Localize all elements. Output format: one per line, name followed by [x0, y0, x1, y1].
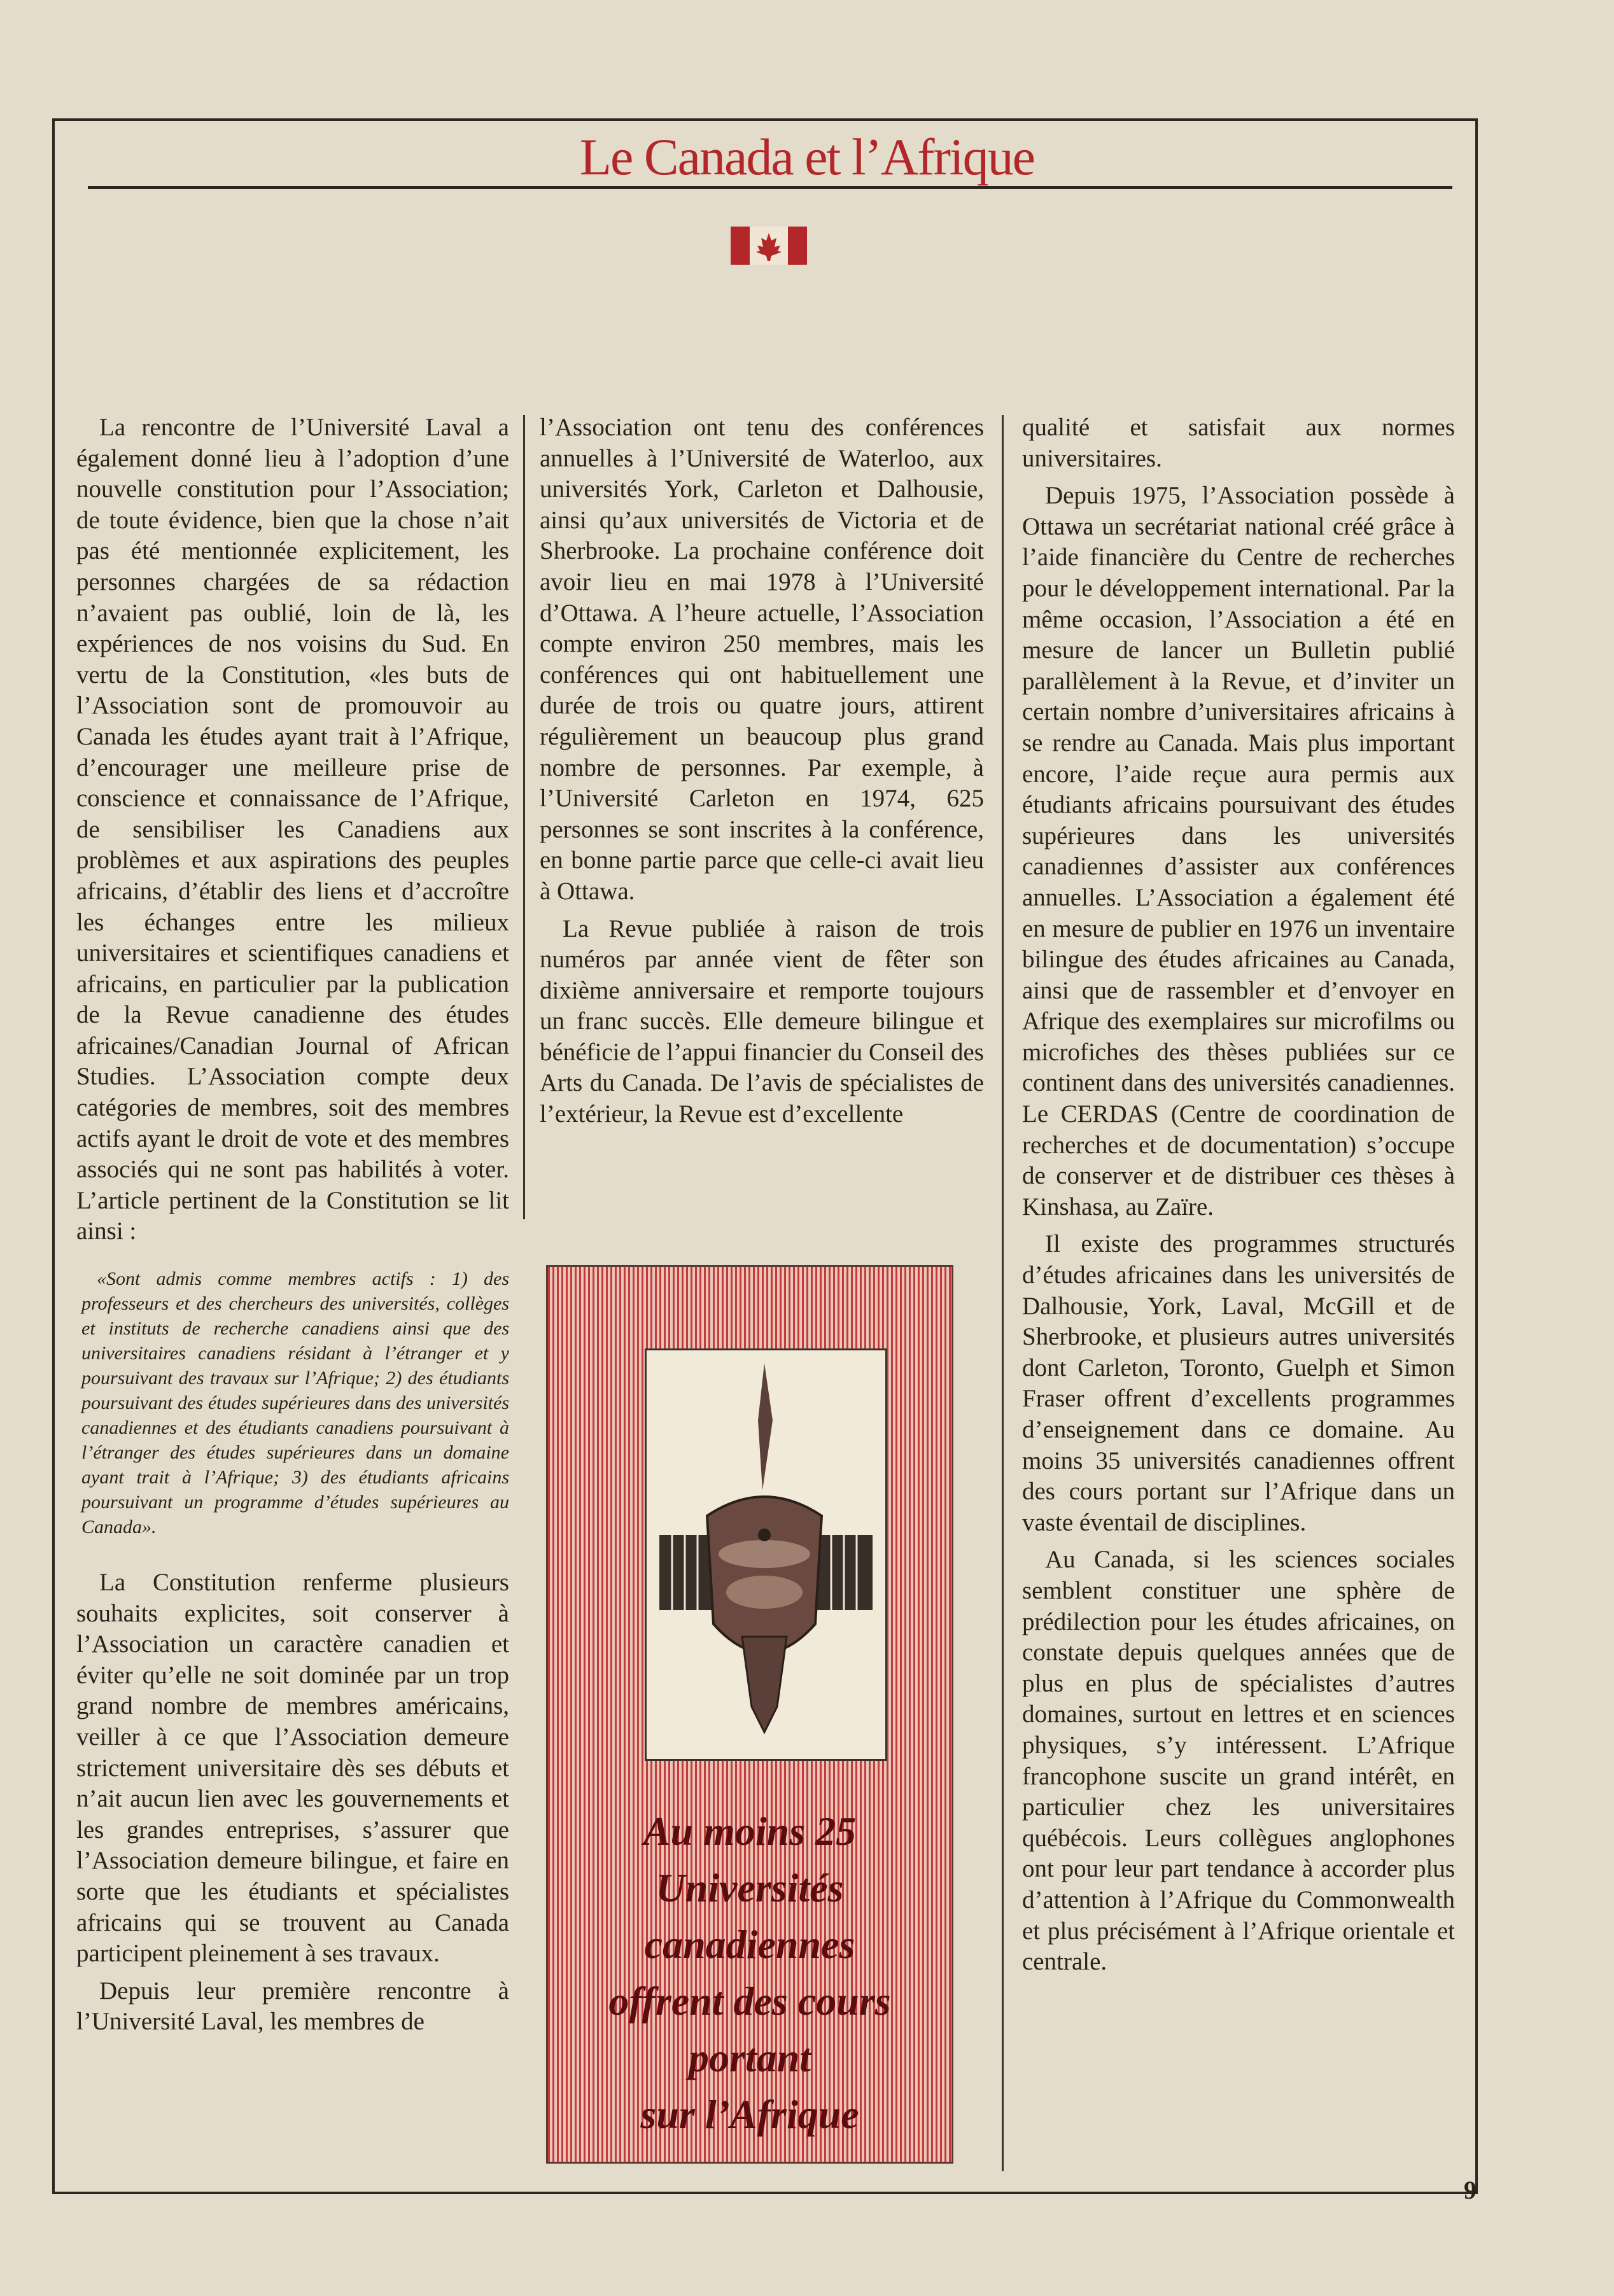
- african-mask-illustration: [645, 1348, 887, 1761]
- pullquote-line: sur l’Afrique: [640, 2092, 859, 2137]
- paragraph: Il existe des programmes structurés d’études africaines dans les universités de Dalhousie, York, Laval, McGill et de Sherbrooke, et plusieurs autres universités dont Carleton, Toronto, Guelph et Simon Fraser offrent d’excellents programmes d’enseignement dans ce domaine. Au moins 35 universités canadiennes offrent des cours portant sur l’Afrique dans un vaste éventail de disciplines.: [1022, 1230, 1455, 1536]
- column-divider: [1002, 415, 1004, 2171]
- page-title: Le Canada et l’Afrique: [579, 128, 1035, 186]
- pullquote-line: Universités: [656, 1865, 844, 1910]
- paragraph: Au Canada, si les sciences sociales semblent constituer une sphère de prédilection pour les études africaines, on constate depuis quelques années que de plus en plus de spécialistes d’autres domaines, surtout en lettres et en sciences physiques, s’y intéressent. L’Afrique francophone suscite un grand intérêt, en particulier chez les universitaires québécois. Leurs collègues anglophones ont pour leur part tendance à accorder plus d’attention à l’Afrique du Commonwealth et plus précisément à l’Afrique orientale et centrale.: [1022, 1546, 1455, 1976]
- canadian-flag-icon: [731, 227, 807, 265]
- paragraph: La Revue publiée à raison de trois numéros par année vient de fêter son dixième anniversaire et remporte toujours un franc succès. Elle demeure bilingue et bénéficie de l’appui financier du Conseil des Arts du Canada. De l’avis de spécialistes de l’extérieur, la Revue est d’excellente: [540, 914, 984, 1128]
- pullquote-line: offrent des cours: [608, 1978, 891, 2024]
- sidebar-callout: [546, 1265, 953, 2164]
- paragraph: Depuis leur première rencontre à l’Université Laval, les membres de: [76, 1977, 509, 2036]
- paragraph: Depuis 1975, l’Association possède à Ottawa un secrétariat national créé grâce à l’aide financière du Centre de recherches pour le développement international. Par la même occasion, l’Association a été en mesure de lancer un Bulletin publié parallèlement à la Revue, et d’inviter un certain nombre d’universitaires africains à se rendre au Canada. Mais plus important encore, l’aide reçue aura permis aux étudiants africains poursuivant des études supérieures dans les universités canadiennes d’assister aux conférences annuelles. L’Association a également été en mesure de publier en 1976 un inventaire bilingue des études africaines au Canada, ainsi que de rassembler et d’envoyer en Afrique des exemplaires sur microfilms ou microfiches des thèses publiées sur ce continent dans des universités canadiennes. Le CERDAS (Centre de coordination de recherches et de documentation) s’occupe de conserver et de distribuer ces thèses à Kinshasa, au Zaïre.: [1022, 482, 1455, 1221]
- column-3: [1022, 412, 1455, 1984]
- constitution-quote: «Sont admis comme membres actifs : 1) des professeurs et des chercheurs des universités, collèges et instituts de recherche canadiens ainsi que des universitaires canadiens résidant à l’étranger et y poursuivant des travaux sur l’Afrique; 2) des étudiants poursuivant des études supérieures dans des universités canadiennes et des étudiants canadiens poursuivant à l’étranger des études supérieures dans un domaine ayant trait à l’Afrique; 3) des étudiants africains poursuivant un programme d’études supérieures au Canada».: [81, 1268, 509, 1538]
- pullquote-line: Au moins 25: [643, 1809, 857, 1854]
- mask-icon: [647, 1350, 885, 1759]
- header-rule: [88, 186, 1452, 189]
- paragraph: La Constitution renferme plusieurs souhaits explicites, soit conserver à l’Association un caractère canadien et éviter qu’elle ne soit dominée par un trop grand nombre de membres américains, veiller à ce que l’Association demeure strictement universitaire dès ses débuts et n’ait aucun lien avec les gouvernements et les grandes entreprises, s’assurer que l’Association demeure bilingue, et faire en sorte que les étudiants et spécialistes africains qui se trouvent au Canada participent pleinement à ses travaux.: [76, 1569, 509, 1968]
- page-number: 9: [1464, 2176, 1477, 2204]
- paragraph: qualité et satisfait aux normes universitaires.: [1022, 414, 1455, 472]
- paragraph: l’Association ont tenu des conférences annuelles à l’Université de Waterloo, aux universités York, Carleton et Dalhousie, ainsi qu’aux universités de Victoria et de Sherbrooke. La prochaine conférence doit avoir lieu en mai 1978 à l’Université d’Ottawa. A l’heure actuelle, l’Association compte environ 250 membres, mais les conférences qui ont habituellement une durée de trois ou quatre jours, attirent régulièrement un beaucoup plus grand nombre de personnes. Par exemple, à l’Université Carleton en 1974, 625 personnes se sont inscrites à la conférence, en bonne partie parce que celle-ci avait lieu à Ottawa.: [540, 414, 984, 905]
- pullquote-line: canadiennes: [644, 1922, 855, 1967]
- column-1: [76, 412, 509, 2044]
- column-divider: [523, 415, 525, 1219]
- pullquote-line: portant: [688, 2035, 811, 2080]
- sidebar-pullquote: [548, 1803, 951, 2143]
- paragraph: La rencontre de l’Université Laval a également donné lieu à l’adoption d’une nouvelle constitution pour l’Association; de toute évidence, bien que la chose n’ait pas été mentionnée explicitement, les personnes chargées de sa rédaction n’avaient pas oublié, loin de là, les expériences de nos voisins du Sud. En vertu de la Constitution, «les buts de l’Association sont de promouvoir au Canada les études ayant trait à l’Afrique, d’encourager une meilleure prise de conscience et connaissance de l’Afrique, de sensibiliser les Canadiens aux problèmes et aux aspirations des peuples africains, d’établir des liens et d’accroître les échanges entre les milieux universitaires et scientifiques canadiens et africains, en particulier par la publication de la Revue canadienne des études africaines/Canadian Journal of African Studies. L’Association compte deux catégories de membres, soit des membres actifs ayant le droit de vote et des membres associés qui ne sont pas habilités à voter. L’article pertinent de la Constitution se lit ainsi :: [76, 414, 509, 1245]
- column-2: [540, 412, 984, 1137]
